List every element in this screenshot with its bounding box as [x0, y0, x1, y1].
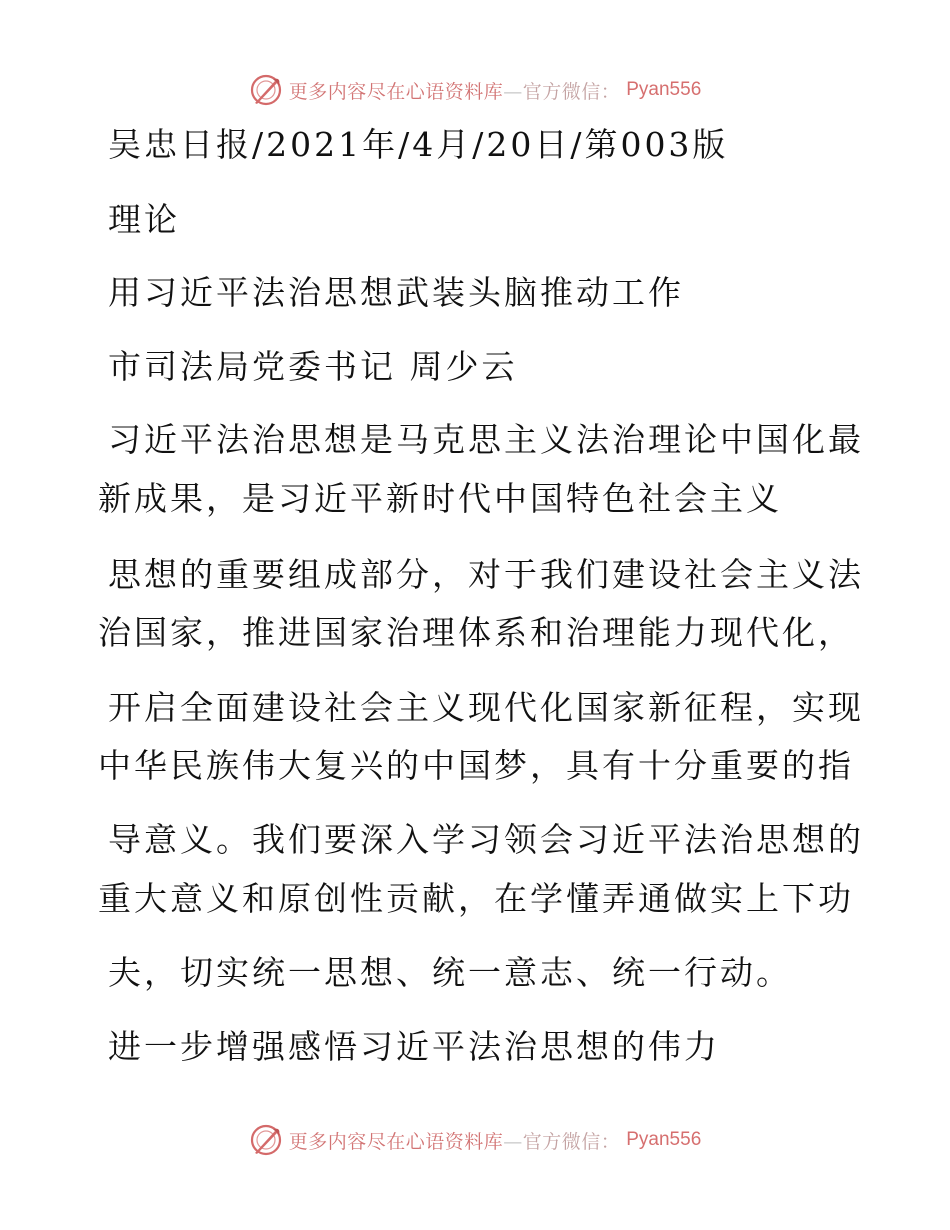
- watermark-text: 更多内容尽在心语资料库: [288, 1130, 504, 1153]
- body-line: 夫，切实统一思想、统一意志、统一行动。: [108, 953, 792, 992]
- watermark-dash: —: [503, 1130, 523, 1153]
- watermark-header: [0, 70, 950, 110]
- quill-logo-icon: [249, 1123, 283, 1157]
- body-line: 思想的重要组成部分，对于我们建设社会主义法: [108, 555, 864, 594]
- watermark-dash: —: [503, 80, 523, 103]
- article-title: 用习近平法治思想武装头脑推动工作: [108, 273, 684, 312]
- quill-logo-icon: [249, 73, 283, 107]
- watermark-wechat-id: Pyan556: [626, 1129, 702, 1150]
- body-line: 新成果，是习近平新时代中国特色社会主义: [98, 479, 782, 518]
- watermark-official-label: 官方微信：: [522, 80, 621, 103]
- source-line: 吴忠日报/2021年/4月/20日/第003版: [108, 125, 729, 164]
- body-line: 重大意义和原创性贡献，在学懂弄通做实上下功: [98, 879, 854, 918]
- body-line: 开启全面建设社会主义现代化国家新征程，实现: [108, 688, 864, 727]
- watermark-wechat-id: Pyan556: [626, 79, 702, 100]
- subheading: 进一步增强感悟习近平法治思想的伟力: [108, 1027, 720, 1066]
- body-line: 治国家，推进国家治理体系和治理能力现代化，: [98, 613, 854, 652]
- watermark-official-label: 官方微信：: [522, 1130, 621, 1153]
- section-label: 理论: [108, 200, 180, 239]
- author-line: 市司法局党委书记 周少云: [108, 347, 518, 386]
- body-line: 习近平法治思想是马克思主义法治理论中国化最: [108, 420, 864, 459]
- body-line: 中华民族伟大复兴的中国梦，具有十分重要的指: [98, 746, 854, 785]
- watermark-text: 更多内容尽在心语资料库: [288, 80, 504, 103]
- body-line: 导意义。我们要深入学习领会习近平法治思想的: [108, 820, 864, 859]
- watermark-footer: [0, 1120, 950, 1160]
